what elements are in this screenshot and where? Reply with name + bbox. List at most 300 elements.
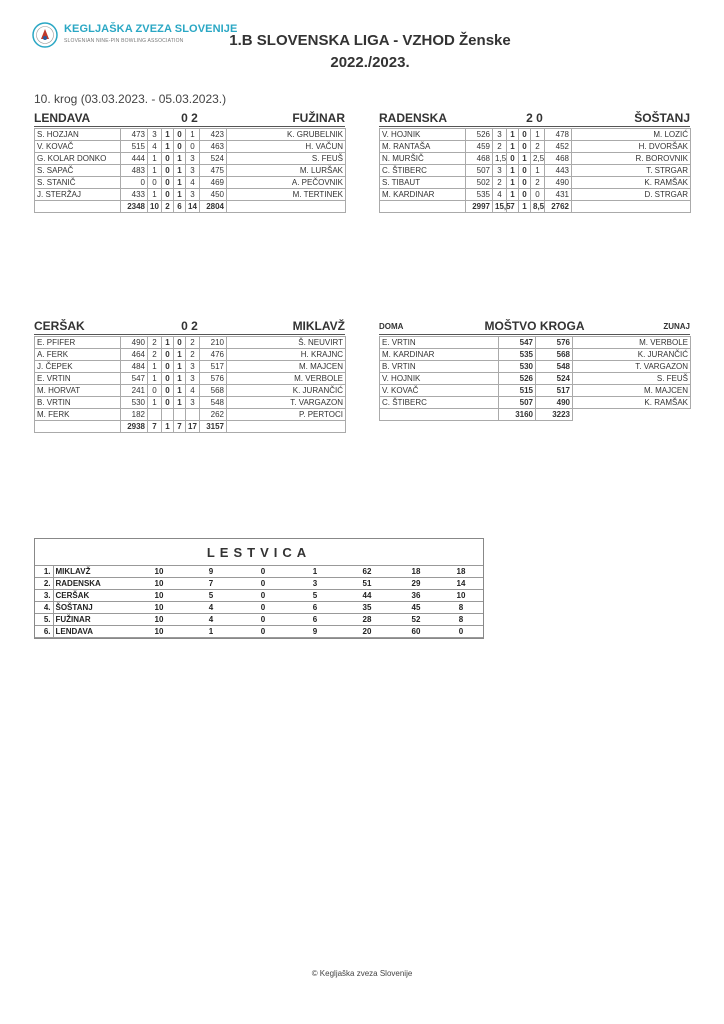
away-set-points: 4 <box>186 385 200 397</box>
away-set-points: 3 <box>186 189 200 201</box>
games: 10 <box>133 566 185 578</box>
home-set-points: 2 <box>148 337 162 349</box>
table-points: 0 <box>439 626 483 638</box>
losses: 9 <box>289 626 341 638</box>
away-point: 0 <box>174 129 186 141</box>
points-for: 20 <box>341 626 393 638</box>
rank: 3. <box>35 590 53 602</box>
home-set-points: 3 <box>493 129 507 141</box>
losses: 5 <box>289 590 341 602</box>
home-point: 1 <box>162 141 174 153</box>
home-player: B. VRTIN <box>380 361 499 373</box>
table-points: 14 <box>439 578 483 590</box>
home-player: E. PFIFER <box>35 337 121 349</box>
away-point: 1 <box>174 189 186 201</box>
away-pins: 478 <box>545 129 572 141</box>
away-point: 1 <box>174 177 186 189</box>
home-point <box>162 409 174 421</box>
home-pins: 530 <box>499 361 536 373</box>
home-set-points: 0 <box>148 177 162 189</box>
table-row <box>380 189 691 201</box>
away-player: D. STRGAR <box>572 189 691 201</box>
away-pins: 568 <box>536 349 573 361</box>
away-pins: 423 <box>200 129 227 141</box>
away-player: M. VERBOLE <box>227 373 346 385</box>
home-player: V. HOJNIK <box>380 373 499 385</box>
wins: 4 <box>185 614 237 626</box>
totals-row <box>380 201 691 213</box>
away-pins: 517 <box>200 361 227 373</box>
home-point: 0 <box>162 397 174 409</box>
match-table <box>34 128 346 213</box>
away-player: H. KRAJNC <box>227 349 346 361</box>
standings-title: LESTVICA <box>206 545 312 560</box>
away-player: S. FEUŠ <box>573 373 691 385</box>
away-pins: 210 <box>200 337 227 349</box>
games: 10 <box>133 602 185 614</box>
away-player: P. PERTOCI <box>227 409 346 421</box>
away-set-points: 0 <box>186 141 200 153</box>
table-row <box>380 153 691 165</box>
home-pins: 507 <box>466 165 493 177</box>
home-pins: 526 <box>499 373 536 385</box>
away-player: M. LOZIĆ <box>572 129 691 141</box>
home-point: 1 <box>507 141 519 153</box>
home-pins: 530 <box>121 397 148 409</box>
home-pins: 535 <box>499 349 536 361</box>
home-pins: 433 <box>121 189 148 201</box>
away-set-points: 3 <box>186 361 200 373</box>
away-point: 1 <box>174 153 186 165</box>
home-pins: 464 <box>121 349 148 361</box>
home-set-points: 2 <box>493 141 507 153</box>
home-pins: 535 <box>466 189 493 201</box>
match-score: 0 2 <box>181 319 198 333</box>
away-player: K. RAMŠAK <box>573 397 691 409</box>
total-home-pins: 3160 <box>499 409 536 421</box>
table-row <box>35 361 346 373</box>
rank: 4. <box>35 602 53 614</box>
home-player: J. ČEPEK <box>35 361 121 373</box>
table-row <box>35 385 346 397</box>
away-set-points: 1 <box>531 129 545 141</box>
table-row <box>35 129 346 141</box>
draws: 0 <box>237 578 289 590</box>
away-set-points: 3 <box>186 165 200 177</box>
away-pins: 576 <box>200 373 227 385</box>
home-player: V. KOVAČ <box>35 141 121 153</box>
home-set-points: 2 <box>148 349 162 361</box>
draws: 0 <box>237 566 289 578</box>
home-pins: 547 <box>121 373 148 385</box>
match-table <box>34 336 346 433</box>
match-header <box>379 110 690 127</box>
home-pins: 484 <box>121 361 148 373</box>
away-player: H. VAČUN <box>227 141 346 153</box>
away-set-points: 3 <box>186 397 200 409</box>
home-point: 1 <box>507 165 519 177</box>
points-for: 62 <box>341 566 393 578</box>
home-player: C. ŠTIBERC <box>380 165 466 177</box>
round-label: 10. krog (03.03.2023. - 05.03.2023.) <box>34 92 227 106</box>
games: 10 <box>133 578 185 590</box>
away-player: A. PEČOVNIK <box>227 177 346 189</box>
away-set-points: 0 <box>531 189 545 201</box>
home-set-points: 1 <box>148 153 162 165</box>
away-player: K. JURANČIĆ <box>573 349 691 361</box>
away-point <box>174 409 186 421</box>
table-row <box>380 165 691 177</box>
table-row <box>380 361 691 373</box>
team-name: ŠOŠTANJ <box>53 602 133 614</box>
home-pins: 547 <box>499 337 536 349</box>
points-for: 51 <box>341 578 393 590</box>
away-pins: 450 <box>200 189 227 201</box>
home-pins: 502 <box>466 177 493 189</box>
standings-row <box>35 590 483 602</box>
wins: 9 <box>185 566 237 578</box>
away-player: R. BOROVNIK <box>572 153 691 165</box>
total-away-set-points: 17 <box>186 421 200 433</box>
away-set-points: 4 <box>186 177 200 189</box>
rank: 6. <box>35 626 53 638</box>
away-set-points: 2 <box>186 337 200 349</box>
games: 10 <box>133 590 185 602</box>
home-set-points: 2 <box>493 177 507 189</box>
home-team: CERŠAK <box>34 319 85 333</box>
total-away-set-points: 8,5 <box>531 201 545 213</box>
total-away-pins: 3223 <box>536 409 573 421</box>
away-pins: 490 <box>545 177 572 189</box>
table-points: 10 <box>439 590 483 602</box>
losses: 3 <box>289 578 341 590</box>
points-against: 45 <box>393 602 439 614</box>
home-player: C. ŠTIBERC <box>380 397 499 409</box>
home-pins: 468 <box>466 153 493 165</box>
home-player: E. VRTIN <box>380 337 499 349</box>
team-of-round-title: MOŠTVO KROGA <box>484 319 585 333</box>
org-name: KEGLJAŠKA ZVEZA SLOVENIJE <box>64 23 238 35</box>
org-subtitle: SLOVENIAN NINE-PIN BOWLING ASSOCIATION <box>64 38 184 44</box>
home-point: 1 <box>162 129 174 141</box>
points-against: 18 <box>393 566 439 578</box>
home-pins: 490 <box>121 337 148 349</box>
total-home-point: 2 <box>162 201 174 213</box>
table-row <box>35 189 346 201</box>
total-away-point: 1 <box>519 201 531 213</box>
standings-row <box>35 566 483 578</box>
points-for: 35 <box>341 602 393 614</box>
away-pins: 262 <box>200 409 227 421</box>
table-row <box>35 373 346 385</box>
match-radenska-sostanj <box>379 110 690 213</box>
draws: 0 <box>237 590 289 602</box>
standings-row <box>35 626 483 638</box>
home-pins: 459 <box>466 141 493 153</box>
games: 10 <box>133 626 185 638</box>
points-against: 29 <box>393 578 439 590</box>
away-point: 1 <box>174 385 186 397</box>
away-pins: 469 <box>200 177 227 189</box>
page-title <box>190 30 550 74</box>
losses: 6 <box>289 614 341 626</box>
home-set-points: 3 <box>148 129 162 141</box>
total-home-set-points: 7 <box>148 421 162 433</box>
table-row <box>35 141 346 153</box>
home-set-points: 1 <box>148 189 162 201</box>
team-name: FUŽINAR <box>53 614 133 626</box>
home-point: 0 <box>162 177 174 189</box>
table-points: 8 <box>439 614 483 626</box>
team-name: CERŠAK <box>53 590 133 602</box>
home-set-points: 1 <box>148 361 162 373</box>
home-point: 0 <box>162 361 174 373</box>
home-set-points: 4 <box>148 141 162 153</box>
total-home-pins: 2348 <box>121 201 148 213</box>
away-pins: 548 <box>200 397 227 409</box>
totals-row <box>35 201 346 213</box>
away-set-points: 2 <box>531 141 545 153</box>
away-team: ŠOŠTANJ <box>634 111 690 125</box>
table-row <box>380 373 691 385</box>
total-away-point: 6 <box>174 201 186 213</box>
away-team: FUŽINAR <box>292 111 345 125</box>
away-player: T. VARGAZON <box>227 397 346 409</box>
team-of-round <box>379 318 690 421</box>
away-point: 0 <box>174 337 186 349</box>
home-point: 1 <box>162 337 174 349</box>
home-pins: 483 <box>121 165 148 177</box>
away-point: 1 <box>174 165 186 177</box>
totals-spacer <box>573 409 691 421</box>
total-home-point: 1 <box>162 421 174 433</box>
bowling-logo-icon <box>32 22 58 48</box>
away-pins: 443 <box>545 165 572 177</box>
away-pins: 490 <box>536 397 573 409</box>
totals-row <box>380 409 691 421</box>
totals-spacer <box>380 201 466 213</box>
points-against: 36 <box>393 590 439 602</box>
away-player: M. MAJCEN <box>227 361 346 373</box>
away-pins: 524 <box>536 373 573 385</box>
total-home-pins: 2938 <box>121 421 148 433</box>
draws: 0 <box>237 626 289 638</box>
away-pins: 517 <box>536 385 573 397</box>
away-point: 1 <box>174 349 186 361</box>
total-home-point: 7 <box>507 201 519 213</box>
home-label: DOMA <box>379 322 404 331</box>
totals-spacer <box>572 201 691 213</box>
home-player: S. SAPAČ <box>35 165 121 177</box>
home-point: 0 <box>162 349 174 361</box>
table-row <box>380 337 691 349</box>
table-row <box>380 129 691 141</box>
match-table <box>379 128 691 213</box>
away-point: 0 <box>519 141 531 153</box>
home-player: M. KARDINAR <box>380 189 466 201</box>
home-set-points: 0 <box>148 385 162 397</box>
away-pins: 568 <box>200 385 227 397</box>
standings-row <box>35 602 483 614</box>
home-pins: 0 <box>121 177 148 189</box>
total-home-set-points: 10 <box>148 201 162 213</box>
totals-spacer <box>227 201 346 213</box>
home-point: 0 <box>507 153 519 165</box>
total-home-set-points: 15,5 <box>493 201 507 213</box>
home-pins: 444 <box>121 153 148 165</box>
home-player: M. HORVAT <box>35 385 121 397</box>
table-row <box>35 337 346 349</box>
losses: 1 <box>289 566 341 578</box>
home-player: V. HOJNIK <box>380 129 466 141</box>
team-of-round-header <box>379 318 690 335</box>
total-away-pins: 2804 <box>200 201 227 213</box>
home-set-points: 3 <box>493 165 507 177</box>
away-point: 0 <box>519 165 531 177</box>
home-player: M. FERK <box>35 409 121 421</box>
home-set-points: 4 <box>493 189 507 201</box>
table-points: 8 <box>439 602 483 614</box>
home-set-points: 1 <box>148 373 162 385</box>
away-pins: 548 <box>536 361 573 373</box>
table-row <box>35 177 346 189</box>
points-against: 60 <box>393 626 439 638</box>
home-set-points <box>148 409 162 421</box>
away-team: MIKLAVŽ <box>292 319 345 333</box>
team-name: MIKLAVŽ <box>53 566 133 578</box>
rank: 5. <box>35 614 53 626</box>
home-player: E. VRTIN <box>35 373 121 385</box>
match-header <box>34 110 345 127</box>
home-pins: 515 <box>499 385 536 397</box>
home-point: 0 <box>162 385 174 397</box>
match-header <box>34 318 345 335</box>
total-away-pins: 2762 <box>545 201 572 213</box>
team-of-round-table <box>379 336 691 421</box>
home-player: V. KOVAČ <box>380 385 499 397</box>
totals-row <box>35 421 346 433</box>
away-set-points: 1 <box>186 129 200 141</box>
points-for: 28 <box>341 614 393 626</box>
home-player: S. HOZJAN <box>35 129 121 141</box>
away-pins: 524 <box>200 153 227 165</box>
home-player: S. TIBAUT <box>380 177 466 189</box>
title-line-2: 2022./2023. <box>330 54 410 71</box>
table-row <box>380 385 691 397</box>
away-player: K. GRUBELNIK <box>227 129 346 141</box>
away-pins: 475 <box>200 165 227 177</box>
away-label: ZUNAJ <box>663 322 690 331</box>
away-player: T. VARGAZON <box>573 361 691 373</box>
home-player: A. FERK <box>35 349 121 361</box>
total-away-set-points: 14 <box>186 201 200 213</box>
home-pins: 182 <box>121 409 148 421</box>
away-pins: 576 <box>536 337 573 349</box>
away-pins: 476 <box>200 349 227 361</box>
home-point: 1 <box>507 189 519 201</box>
away-player: S. FEUŠ <box>227 153 346 165</box>
home-pins: 526 <box>466 129 493 141</box>
games: 10 <box>133 614 185 626</box>
home-set-points: 1,5 <box>493 153 507 165</box>
home-team: RADENSKA <box>379 111 448 125</box>
totals-spacer <box>35 201 121 213</box>
draws: 0 <box>237 602 289 614</box>
table-row <box>35 153 346 165</box>
away-player: M. VERBOLE <box>573 337 691 349</box>
standings-table <box>35 565 483 638</box>
away-player: M. LURŠAK <box>227 165 346 177</box>
table-row <box>35 165 346 177</box>
wins: 7 <box>185 578 237 590</box>
footer-copyright: © Kegljaška zveza Slovenije <box>311 969 413 978</box>
totals-spacer <box>380 409 499 421</box>
away-pins: 463 <box>200 141 227 153</box>
away-point: 0 <box>519 189 531 201</box>
home-player: J. STERŽAJ <box>35 189 121 201</box>
away-set-points: 2 <box>186 349 200 361</box>
match-score: 2 0 <box>526 111 543 125</box>
table-row <box>380 177 691 189</box>
away-player: M. MAJCEN <box>573 385 691 397</box>
away-player: M. TERTINEK <box>227 189 346 201</box>
home-pins: 473 <box>121 129 148 141</box>
rank: 1. <box>35 566 53 578</box>
match-score: 0 2 <box>181 111 198 125</box>
home-pins: 241 <box>121 385 148 397</box>
away-point: 0 <box>519 129 531 141</box>
home-point: 0 <box>162 373 174 385</box>
standings <box>34 538 484 639</box>
home-set-points: 1 <box>148 165 162 177</box>
home-point: 0 <box>162 165 174 177</box>
total-away-point: 7 <box>174 421 186 433</box>
away-point: 0 <box>519 177 531 189</box>
table-row <box>35 349 346 361</box>
away-point: 1 <box>174 361 186 373</box>
match-cersak-miklavz <box>34 318 345 433</box>
home-point: 1 <box>507 129 519 141</box>
match-lendava-fuzinar <box>34 110 345 213</box>
away-pins: 468 <box>545 153 572 165</box>
draws: 0 <box>237 614 289 626</box>
home-point: 0 <box>162 153 174 165</box>
away-set-points <box>186 409 200 421</box>
table-row <box>35 409 346 421</box>
home-point: 0 <box>162 189 174 201</box>
totals-spacer <box>35 421 121 433</box>
table-row <box>380 397 691 409</box>
wins: 1 <box>185 626 237 638</box>
standings-row <box>35 614 483 626</box>
points-for: 44 <box>341 590 393 602</box>
away-point: 1 <box>174 373 186 385</box>
home-pins: 515 <box>121 141 148 153</box>
home-player: M. RANTAŠA <box>380 141 466 153</box>
home-point: 1 <box>507 177 519 189</box>
rank: 2. <box>35 578 53 590</box>
home-set-points: 1 <box>148 397 162 409</box>
total-home-pins: 2997 <box>466 201 493 213</box>
away-pins: 431 <box>545 189 572 201</box>
away-player: K. RAMŠAK <box>572 177 691 189</box>
home-player: B. VRTIN <box>35 397 121 409</box>
home-pins: 507 <box>499 397 536 409</box>
away-pins: 452 <box>545 141 572 153</box>
home-player: G. KOLAR DONKO <box>35 153 121 165</box>
away-set-points: 1 <box>531 165 545 177</box>
table-row <box>380 141 691 153</box>
